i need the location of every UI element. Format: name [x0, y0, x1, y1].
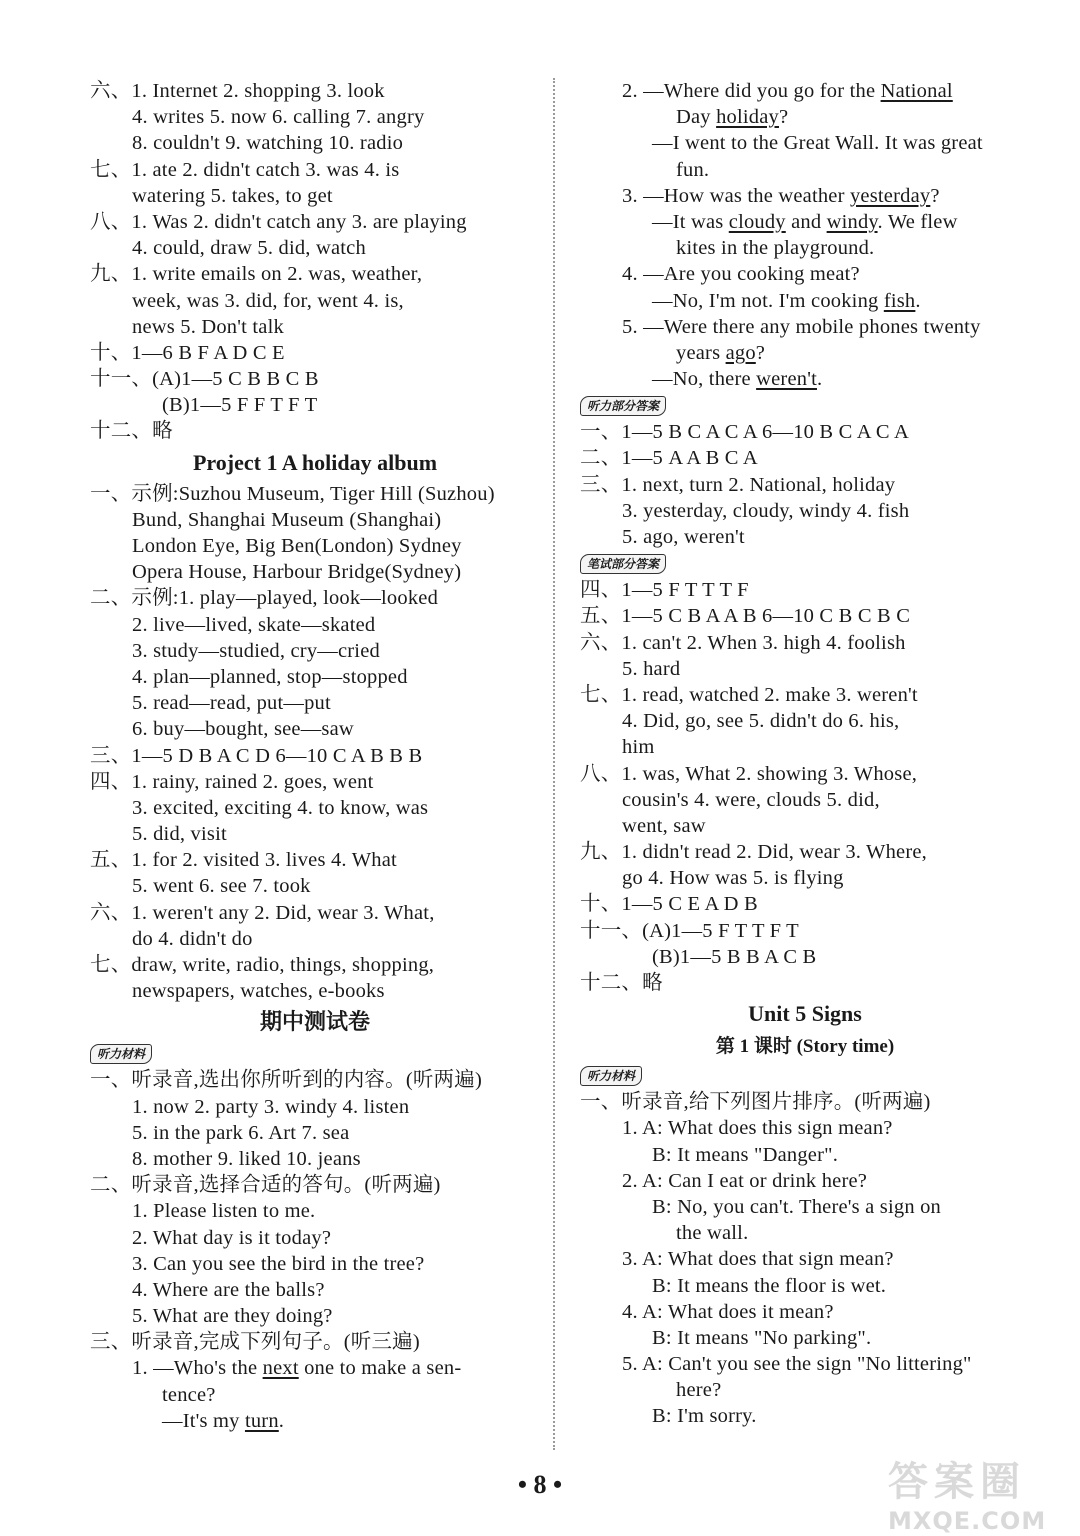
question-line: 一、听录音,选出你所听到的内容。(听两遍) — [90, 1069, 482, 1092]
listening-material-tag: 听力材料 — [90, 1044, 152, 1064]
answer-line: 四、1—5 F T T T F — [580, 579, 749, 602]
answer-line: 4. could, draw 5. did, watch — [132, 237, 366, 260]
unit-title: Unit 5 Signs — [748, 1001, 862, 1027]
question-line: 2. —Where did you go for the National — [622, 80, 953, 102]
answer-line: go 4. How was 5. is flying — [622, 867, 844, 890]
question-line: 三、听录音,完成下列句子。(听三遍) — [90, 1331, 420, 1354]
answer-line: 5. did, visit — [132, 823, 227, 846]
answer-line: 一、示例:Suzhou Museum, Tiger Hill (Suzhou) — [90, 482, 495, 505]
question-line: fun. — [676, 158, 710, 181]
right-column — [580, 78, 1030, 1430]
answer-line: 5. read—read, put—put — [132, 692, 331, 715]
question-line: 1. Please listen to me. — [132, 1200, 316, 1223]
lesson-title: 第 1 课时 (Story time) — [715, 1036, 895, 1058]
question-line: —It's my turn. — [162, 1409, 285, 1432]
answer-line: Opera House, Harbour Bridge(Sydney) — [132, 561, 462, 584]
answer-line: 九、1. write emails on 2. was, weather, — [90, 263, 423, 286]
question-line: 一、听录音,给下列图片排序。(听两遍) — [580, 1091, 931, 1114]
answer-line: cousin's 4. were, clouds 5. did, — [622, 788, 880, 811]
answer-line: 三、1. next, turn 2. National, holiday — [580, 473, 896, 496]
answer-line: 二、示例:1. play—played, look—looked — [90, 587, 439, 610]
question-line: 5. —Were there any mobile phones twenty — [622, 315, 981, 338]
answer-line: 十、1—6 B F A D C E — [90, 341, 285, 364]
answer-line: 四、1. rainy, rained 2. goes, went — [90, 770, 374, 793]
answer-line: went, saw — [622, 814, 706, 837]
answer-line: 2. live—lived, skate—skated — [132, 613, 376, 636]
dialogue-line: 5. A: Can't you see the sign "No littering" — [622, 1353, 972, 1376]
answer-line: do 4. didn't do — [132, 927, 253, 950]
answer-line: 七、draw, write, radio, things, shopping, — [90, 954, 435, 976]
page-number: • 8 • — [517, 1470, 563, 1499]
listening-material-tag: 听力材料 — [580, 1066, 642, 1086]
answer-line: 八、1. was, What 2. showing 3. Whose, — [580, 762, 918, 785]
dialogue-line: B: It means "Danger". — [652, 1143, 839, 1166]
question-line: 8. mother 9. liked 10. jeans — [132, 1147, 361, 1170]
question-line: 3. Can you see the bird in the tree? — [132, 1252, 425, 1275]
answer-line: 五、1—5 C B A A B 6—10 C B C B C — [580, 605, 911, 628]
question-line: Day holiday? — [676, 106, 789, 129]
dialogue-line: 2. A: Can I eat or drink here? — [622, 1169, 868, 1192]
dialogue-line: B: No, you can't. There's a sign on — [652, 1195, 942, 1218]
dialogue-line: 3. A: What does that sign mean? — [622, 1248, 894, 1271]
watermark-url: MXQE.COM — [888, 1507, 1047, 1535]
answer-line: 5. ago, weren't — [622, 526, 745, 548]
answer-line: (B)1—5 B B A C B — [652, 945, 817, 968]
answer-line: 六、1. can't 2. When 3. high 4. foolish — [580, 631, 906, 654]
question-line: tence? — [162, 1383, 216, 1406]
question-line: —No, I'm not. I'm cooking fish. — [652, 289, 921, 312]
listening-answers-tag: 听力部分答案 — [580, 396, 666, 416]
answer-line: 4. writes 5. now 6. calling 7. angry — [132, 106, 425, 129]
dialogue-line: 4. A: What does it mean? — [622, 1300, 834, 1323]
section-title: 期中测试卷 — [259, 1009, 370, 1035]
dialogue-line: B: I'm sorry. — [652, 1405, 757, 1428]
question-line: —It was cloudy and windy. We flew — [652, 210, 958, 233]
question-line: years ago? — [676, 341, 766, 364]
question-line: 二、听录音,选择合适的答句。(听两遍) — [90, 1174, 441, 1197]
answer-line: 十二、略 — [90, 420, 173, 443]
watermark-text: 答案圈 — [888, 1459, 1026, 1505]
watermark-logo — [888, 1450, 1058, 1535]
answer-line: 六、1. weren't any 2. Did, wear 3. What, — [90, 901, 435, 924]
answer-line: 六、1. Internet 2. shopping 3. look — [90, 80, 385, 102]
answer-line: 6. buy—bought, see—saw — [132, 718, 354, 741]
question-line: 1. now 2. party 3. windy 4. listen — [132, 1095, 410, 1118]
written-answers-tag: 笔试部分答案 — [580, 554, 666, 574]
answer-line: week, was 3. did, for, went 4. is, — [132, 289, 404, 312]
answer-line: 3. excited, exciting 4. to know, was — [132, 796, 429, 819]
dialogue-line: the wall. — [676, 1222, 749, 1245]
question-line: 1. —Who's the next one to make a sen- — [132, 1357, 462, 1380]
answer-line: 七、1. read, watched 2. make 3. weren't — [580, 683, 918, 706]
answer-line: 一、1—5 B C A C A 6—10 B C A C A — [580, 421, 909, 444]
answer-line: 3. yesterday, cloudy, windy 4. fish — [622, 499, 910, 522]
question-line: 4. Where are the balls? — [132, 1278, 325, 1301]
dialogue-line: here? — [676, 1379, 722, 1402]
section-title: Project 1 A holiday album — [192, 449, 438, 475]
left-column — [90, 78, 540, 1434]
answer-line: 二、1—5 A A B C A — [580, 447, 758, 470]
answer-line: 8. couldn't 9. watching 10. radio — [132, 132, 404, 155]
question-line: 5. in the park 6. Art 7. sea — [132, 1121, 350, 1144]
dialogue-line: B: It means "No parking". — [652, 1326, 872, 1349]
question-line: kites in the playground. — [676, 237, 875, 260]
answer-line: 十一、(A)1—5 F T T F T — [580, 919, 799, 942]
answer-line: London Eye, Big Ben(London) Sydney — [132, 535, 462, 557]
question-line: —I went to the Great Wall. It was great — [652, 132, 983, 155]
answer-line: 5. hard — [622, 657, 681, 680]
answer-line: 4. plan—planned, stop—stopped — [132, 665, 408, 688]
answer-line: watering 5. takes, to get — [132, 184, 333, 207]
column-divider — [553, 78, 555, 1450]
question-line: 3. —How was the weather yesterday? — [622, 184, 940, 207]
question-line: —No, there weren't. — [652, 368, 823, 391]
question-line: 5. What are they doing? — [132, 1305, 333, 1328]
answer-line: newspapers, watches, e-books — [132, 980, 385, 1003]
answer-line: 5. went 6. see 7. took — [132, 875, 311, 898]
dialogue-line: 1. A: What does this sign mean? — [622, 1117, 893, 1140]
answer-line: news 5. Don't talk — [132, 315, 284, 338]
question-line: 4. —Are you cooking meat? — [622, 263, 860, 286]
answer-line: 九、1. didn't read 2. Did, wear 3. Where, — [580, 841, 927, 864]
answer-line: 八、1. Was 2. didn't catch any 3. are playing — [90, 210, 467, 233]
answer-line: 3. study—studied, cry—cried — [132, 639, 380, 662]
answer-line: 五、1. for 2. visited 3. lives 4. What — [90, 849, 397, 872]
answer-line: Bund, Shanghai Museum (Shanghai) — [132, 508, 442, 531]
answer-line: 七、1. ate 2. didn't catch 3. was 4. is — [90, 158, 400, 181]
answer-line: 三、1—5 D B A C D 6—10 C A B B B — [90, 744, 423, 767]
answer-line: 4. Did, go, see 5. didn't do 6. his, — [622, 710, 900, 733]
answer-line: him — [622, 736, 655, 759]
answer-line: (B)1—5 F F T F T — [162, 394, 318, 417]
question-line: 2. What day is it today? — [132, 1226, 332, 1249]
dialogue-line: B: It means the floor is wet. — [652, 1274, 887, 1297]
answer-line: 十、1—5 C E A D B — [580, 893, 758, 916]
answer-line: 十二、略 — [580, 972, 663, 994]
answer-line: 十一、(A)1—5 C B B C B — [90, 368, 319, 391]
